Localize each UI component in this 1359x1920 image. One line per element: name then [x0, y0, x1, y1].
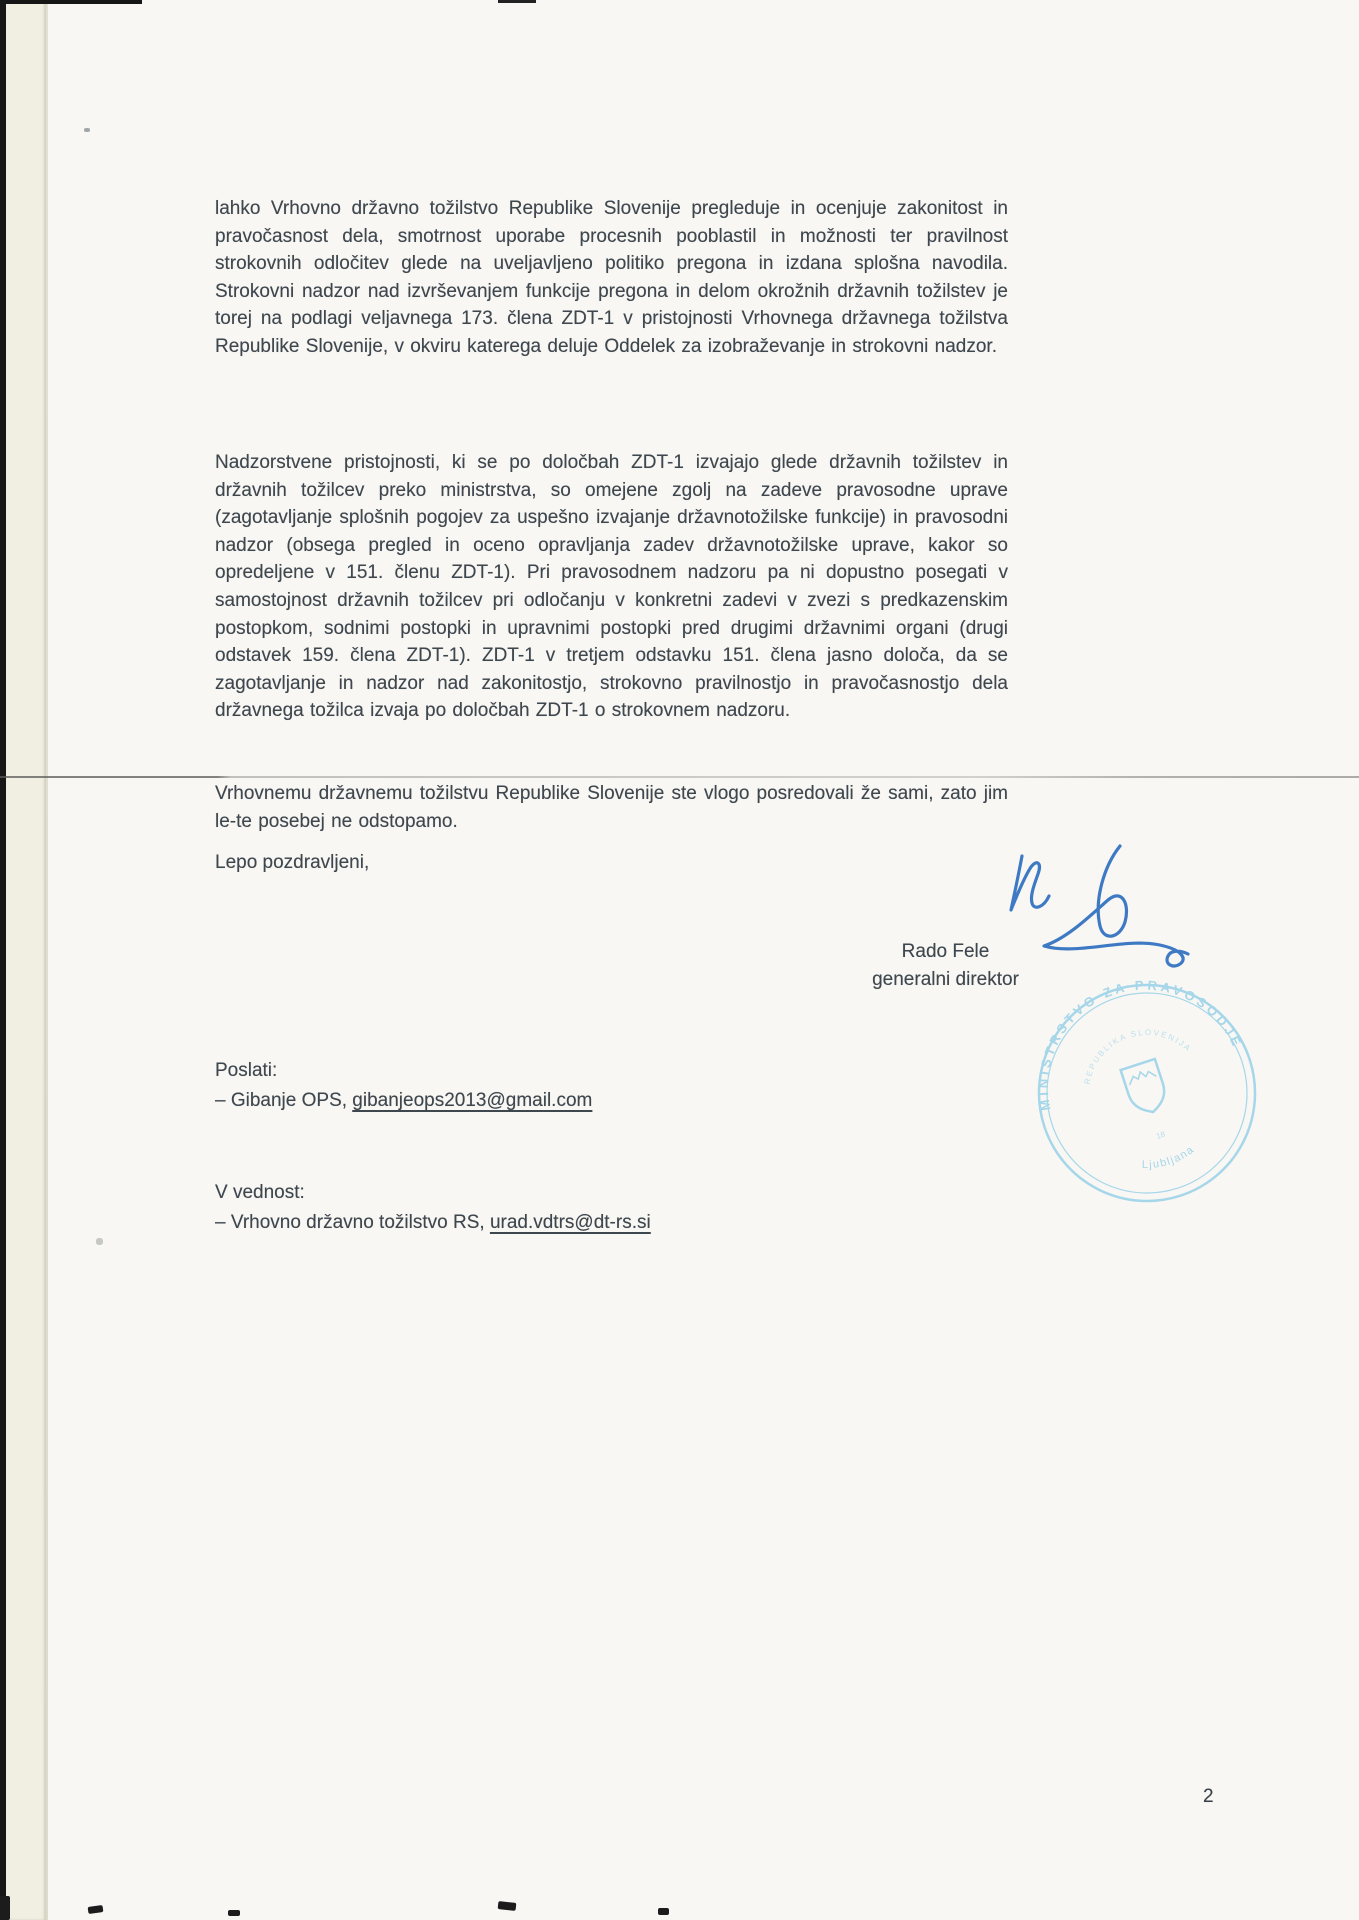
- distribution-label: Poslati:: [215, 1060, 278, 1081]
- distribution-item: [215, 1086, 592, 1116]
- scan-artifact: [88, 1905, 104, 1914]
- distribution-email-link: gibanjeops2013@gmail.com: [352, 1090, 593, 1111]
- stamp-inner-arc-text: REPUBLIKA SLOVENIJA: [1082, 1027, 1194, 1086]
- scan-artifact: [658, 1908, 669, 1915]
- scan-artifact: [498, 1901, 517, 1911]
- closing-salutation: Lepo pozdravljeni,: [215, 852, 370, 873]
- stamp-number: 18: [1155, 1129, 1167, 1141]
- cc-label: V vednost:: [215, 1182, 305, 1203]
- scan-page-boundary: [46, 0, 48, 1920]
- stamp-arc-text: MINISTRSTVO ZA PRAVOSODJE: [1035, 977, 1246, 1112]
- scan-paper-edge: [6, 0, 46, 1920]
- cc-email-link: urad.vdtrs@dt-rs.si: [489, 1212, 651, 1233]
- scan-fold-line: [0, 776, 1359, 778]
- paragraph-3: Vrhovnemu državnemu tožilstvu Republike Slovenije ste vlogo posredovali že sami, zato jim le-te posebej ne odstopamo.: [215, 783, 1008, 832]
- svg-text:MINISTRSTVO ZA PRAVOSODJE: [1022, 968, 1246, 1114]
- signer-title: generalni direktor: [872, 969, 1019, 990]
- signer-name: Rado Fele: [901, 941, 990, 962]
- distribution-block: [215, 1056, 592, 1116]
- cc-block: [215, 1178, 651, 1238]
- scan-artifact: [498, 0, 536, 3]
- page-number: 2: [1203, 1786, 1214, 1807]
- scan-edge-top: [0, 0, 142, 4]
- scan-artifact: [84, 128, 90, 132]
- ministry-stamp: [1022, 968, 1272, 1218]
- distribution-item-text: – Gibanje OPS,: [215, 1090, 353, 1111]
- paragraph-2: Nadzorstvene pristojnosti, ki se po določbah ZDT-1 izvajajo glede državnih tožilstev in državnih tožilcev preko ministrstva, so omejene zgolj na zadeve pravosodne uprave (zagotavljanje splošnih pogojev za uspešno izvajanje državnotožilske funkcije) in pravosodni nadzor (obsega pregled in oceno opravljanja zadev državnotožilske uprave, kakor so opredeljene v 151. členu ZDT-1). Pri pravosodnem nadzoru pa ni dopustno posegati v samostojnost državnih tožilcev pri odločanju v konkretni zadevi v zvezi s predkazenskim postopkom, sodnimi postopki in upravnimi postopki pred drugimi državnimi organi (drugi odstavek 159. člena ZDT-1). ZDT-1 v tretjem odstavku 151. člena jasno določa, da se zagotavljanje in nadzor nad zakonitostjo, strokovno pravilnostjo in pravočasnostjo dela državnega tožilca izvaja po določbah ZDT-1 o strokovnem nadzoru.: [215, 452, 1008, 722]
- stamp-city-text: Ljubljana: [1141, 1143, 1198, 1172]
- scan-artifact: [228, 1910, 240, 1916]
- cc-item: [215, 1208, 651, 1238]
- stamp-coat-of-arms: [1121, 1059, 1171, 1118]
- handwritten-signature: [992, 838, 1252, 988]
- scan-artifact: [0, 1896, 10, 1920]
- cc-item-text: – Vrhovno državno tožilstvo RS,: [215, 1212, 490, 1233]
- scan-artifact: [96, 1238, 103, 1245]
- svg-text:Ljubljana: [1138, 1142, 1199, 1176]
- paragraph-1: lahko Vrhovno državno tožilstvo Republike Slovenije pregleduje in ocenjuje zakonitost in pravočasnost dela, smotrnost uporabe procesnih pooblastil in možnosti ter pravilnost strokovnih odločitev glede na uveljavljeno politiko pregona in izdana splošna navodila. Strokovni nadzor nad izvrševanjem funkcije pregona in delom okrožnih državnih tožilstev je torej na podlagi veljavnega 173. člena ZDT-1 v pristojnosti Vrhovnega državnega tožilstva Republike Slovenije, v okviru katerega deluje Oddelek za izobraževanje in strokovni nadzor.: [215, 198, 1008, 357]
